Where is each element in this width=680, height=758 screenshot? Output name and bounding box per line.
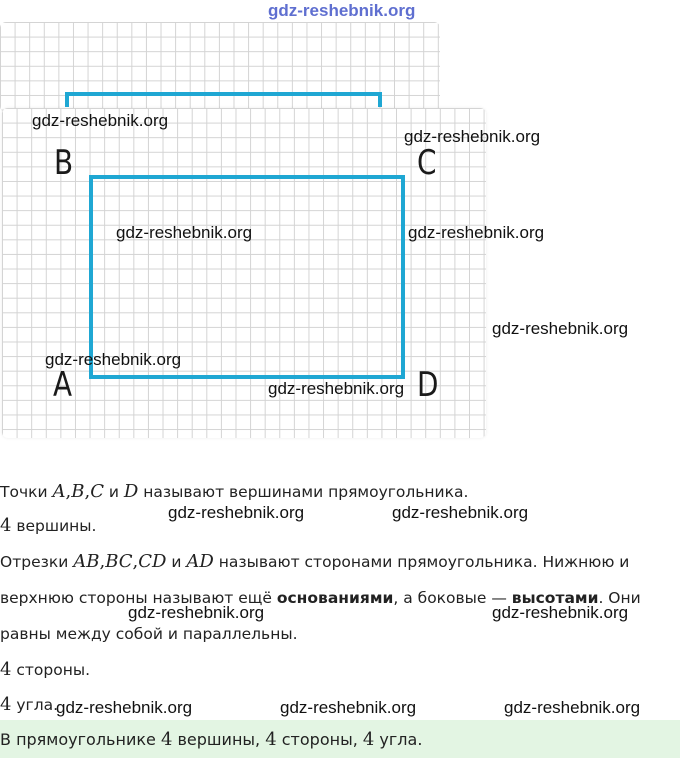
watermark: gdz-reshebnik.org [280,698,417,717]
vertex-label-b: B [54,143,74,183]
summary-part: вершины, [172,730,266,749]
term-heights: высотами [511,589,599,607]
math-sep: , [65,481,72,502]
watermark: gdz-reshebnik.org [492,603,629,622]
paragraph-side-count [0,659,680,680]
summary-part: угла. [374,730,423,749]
paragraph-sides [0,551,680,572]
top-bracket [67,94,380,107]
para-text: , а боковые — [393,589,512,607]
para-text: и [103,483,124,501]
watermark: gdz-reshebnik.org [408,223,545,242]
vertex-label-a: A [53,365,73,405]
para-text: и [166,553,187,571]
watermark: gdz-reshebnik.org [268,379,405,398]
math-var: AD [186,551,214,572]
paragraph-vertices [0,481,680,502]
watermark: gdz-reshebnik.org [56,698,193,717]
math-var: B [71,481,85,502]
math-var: A [52,481,66,502]
site-watermark-top: gdz-reshebnik.org [268,1,416,20]
math-var: C [90,481,104,502]
watermark: gdz-reshebnik.org [168,503,305,522]
para-text: . Они [598,589,641,607]
para-text: Отрезки [0,553,74,571]
math-number: 4 [265,729,277,750]
math-number: 4 [0,659,12,680]
paragraph-vertex-count [0,515,680,536]
math-number: 4 [160,729,173,750]
watermark: gdz-reshebnik.org [392,503,529,522]
para-text: вершины. [11,517,97,535]
summary-text [0,729,422,750]
watermark: gdz-reshebnik.org [116,223,253,242]
paragraph-parallel [0,625,680,643]
vertex-label-d: D [417,365,439,405]
math-number: 4 [0,694,12,715]
watermark: gdz-reshebnik.org [128,603,265,622]
para-text: стороны. [11,661,91,679]
rectangle-abcd [91,177,403,377]
math-var: CD [138,551,167,572]
para-text: называют сторонами прямоугольника. Нижнюю и [213,553,630,571]
summary-part: стороны, [276,730,363,749]
para-text: равны между собой и параллельны. [0,625,298,643]
math-sep: , [132,551,139,572]
summary-box [0,720,680,758]
watermark: gdz-reshebnik.org [492,319,629,338]
math-var: AB [73,551,100,572]
para-text: называют вершинами прямоугольника. [138,483,469,501]
watermark: gdz-reshebnik.org [404,127,541,146]
term-bases: основаниями [276,589,394,607]
vertex-label-c: C [417,143,437,183]
math-var: D [123,481,139,502]
summary-part: В прямоугольнике [0,730,161,749]
para-text: угла. [11,696,59,714]
math-sep: , [99,551,106,572]
watermark: gdz-reshebnik.org [45,350,182,369]
para-text: Точки [0,483,53,501]
math-number: 4 [362,729,375,750]
para-text: верхнюю стороны называют ещё [0,589,277,607]
math-number: 4 [0,515,12,536]
watermark: gdz-reshebnik.org [504,698,641,717]
watermark: gdz-reshebnik.org [32,111,169,130]
math-sep: , [84,481,91,502]
math-var: BC [105,551,133,572]
